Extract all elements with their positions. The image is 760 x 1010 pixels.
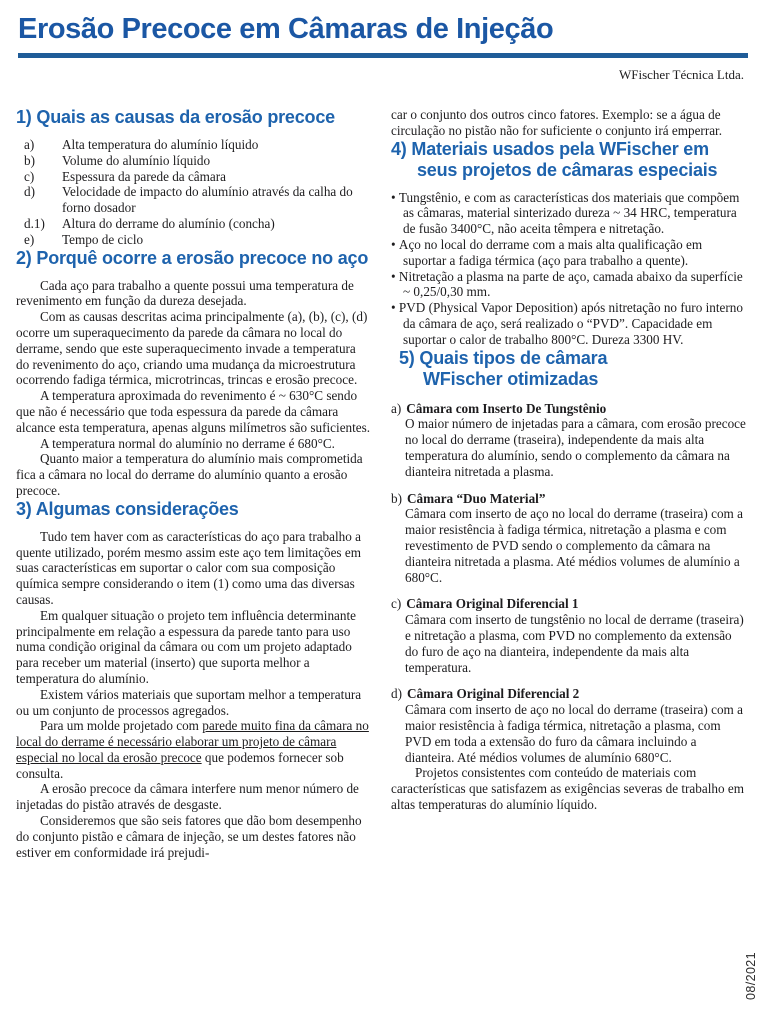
list-item — [16, 216, 371, 232]
right-column — [391, 107, 746, 860]
section-3-heading: 3) Algumas considerações — [16, 498, 239, 519]
underlined-run: parede muito fina da câmara no local do derrame é necessário elaborar um projeto de câmara especial no local da erosão precoce — [16, 718, 369, 765]
list-item — [16, 232, 371, 248]
item-label: d) — [391, 686, 402, 702]
causes-list — [16, 137, 371, 248]
list-item-label: d) — [24, 184, 35, 200]
section-4-heading — [391, 139, 746, 181]
paragraph: Existem vários materiais que suportam melhor a temperatura ou um conjunto de processos agregados. — [16, 686, 362, 718]
list-item — [16, 153, 371, 169]
list-item-label: b) — [24, 152, 35, 168]
item-body: O maior número de injetadas para a câmara, com erosão precoce no local do derrame (traseira), independente da mais alta temperatura do alumínio, sendo o complemento da câmara na dianteira nitretada a plasma. — [405, 416, 746, 479]
paragraph-with-underline — [16, 718, 371, 781]
bullet-item: • PVD (Physical Vapor Deposition) após nitretação no furo interno da câmara de aço, será realizado o “PVD”. Capacidade em suportar o calor de trabalho 800°C. Dureza 3300 HV. — [391, 300, 746, 347]
list-item — [16, 169, 371, 185]
closing-paragraph: Projetos consistentes com conteúdo de materiais com características que satisfazem as exigências severas de trabalho em altas temperaturas do alumínio líquido. — [391, 765, 744, 812]
paragraph: Consideremos que são seis fatores que dão bom desempenho do conjunto pistão e câmara de injeção, se um destes fatores não estiver em conformidade irá prejudi- — [16, 813, 362, 860]
list-item-text: Volume do alumínio líquido — [62, 152, 211, 168]
heading-line: 5) Quais tipos de câmara — [399, 347, 608, 368]
item-label: c) — [391, 596, 402, 612]
list-item-label: d.1) — [24, 215, 45, 231]
item-title: Câmara Original Diferencial 2 — [407, 686, 580, 702]
paragraph: Com as causas descritas acima principalmente (a), (b), (c), (d) ocorre um superaquecimento da parede da câmara no local do derrame, sendo que este superaquecimento invade a temperatura do revenimento do aço, criando uma mudança da microestrutura ocorrendo fadiga térmica, microtrincas, trincas e erosão precoce. — [16, 309, 368, 388]
heading-line: 4) Materiais usados pela WFischer em — [391, 138, 709, 159]
list-item-text: Alta temperatura do alumínio líquido — [62, 137, 259, 152]
section-2-heading: 2) Porquê ocorre a erosão precoce no aço — [16, 247, 369, 268]
list-item-label: c) — [24, 168, 35, 184]
header-rule — [18, 53, 748, 58]
item-body: Câmara com inserto de aço no local do derrame (traseira) com a maior resistência à fadiga térmica, nitretação a plasma, com PVD em toda a extensão do furo da câmara incluindo a dianteira. Até médios volumes de alumínio 680°C. — [405, 702, 743, 765]
list-item-text: Tempo de ciclo — [62, 231, 144, 247]
item-title: Câmara “Duo Material” — [407, 490, 546, 506]
list-item-text: Velocidade de impacto do alumínio através da calha do forno dosador — [62, 184, 353, 216]
continuation-paragraph: car o conjunto dos outros cinco fatores. Exemplo: se a água de circulação no pistão não for suficiente o conjunto irá emperrar. — [391, 107, 723, 138]
list-item-label: e) — [24, 231, 35, 247]
paragraph: Cada aço para trabalho a quente possui uma temperatura de revenimento em função da dureza desejada. — [16, 277, 354, 309]
columns — [16, 107, 748, 860]
page-title: Erosão Precoce em Câmaras de Injeção — [18, 13, 554, 45]
list-item-text: Espessura da parede da câmara — [62, 168, 227, 184]
list-item-text: Altura do derrame do alumínio (concha) — [62, 215, 275, 231]
list-item-label: a) — [24, 137, 35, 152]
paragraph: A temperatura normal do alumínio no derrame é 680°C. — [40, 435, 335, 451]
item-label: a) — [391, 400, 402, 416]
chamber-type-item — [391, 491, 746, 586]
paragraph: Em qualquer situação o projeto tem influência determinante principalmente em relação a espessura da parede tanto para uso numa condição original da câmara ou com um projeto adaptado para receber um material (inserto) que suporta melhor a temperatura do alumínio. — [16, 607, 357, 686]
bullet-item: • Nitretação a plasma na parte de aço, camada abaixo da superfície ~ 0,25/0,30 mm. — [391, 269, 746, 301]
heading-line: WFischer otimizadas — [423, 368, 599, 389]
edition-date: 08/2021 — [744, 952, 758, 1000]
item-label: b) — [391, 490, 402, 506]
bullet-item: • Aço no local do derrame com a mais alta qualificação em suportar a fadiga térmica (aço para trabalho a quente). — [391, 237, 746, 269]
section-1-heading: 1) Quais as causas da erosão precoce — [16, 107, 335, 127]
list-item — [16, 137, 371, 153]
materials-bullet-list — [391, 190, 746, 348]
paragraph-prefix: Para um molde projetado com — [40, 718, 203, 734]
section-5-heading — [391, 348, 746, 390]
paragraph: A erosão precoce da câmara interfere num menor número de injetadas do pistão através de desgaste. — [16, 781, 359, 813]
chamber-type-item — [391, 596, 746, 675]
paragraph: A temperatura aproximada do revenimento é ~ 630°C sendo que não é necessário que toda espessura da parede da câmara alcance esta temperatura, apenas alguns milímetros são suficientes. — [16, 388, 371, 435]
paragraph-suffix: que podemos fornecer sob consulta. — [16, 749, 344, 781]
item-body: Câmara com inserto de aço no local do derrame (traseira) com a maior resistência à fadiga térmica, nitretação a plasma e com revestimento de PVD sendo o complemento da câmara na dianteira nitretada a plasma. Até médios volumes de alumínio a 680°C. — [405, 506, 743, 585]
paragraph: Tudo tem haver com as características do aço para trabalho a quente utilizado, porém mesmo assim este aço tem limitações em suas características em suportar o calor com sua composição química sempre considerando o item (1) como uma das diversas causas. — [16, 528, 362, 607]
item-title: Câmara Original Diferencial 1 — [406, 596, 579, 612]
chamber-types-list — [391, 401, 746, 766]
item-title: Câmara com Inserto De Tungstênio — [406, 400, 607, 416]
item-body: Câmara com inserto de tungstênio no local de derrame (traseira) e nitretação a plasma, com PVD no complemento da extensão do furo de aço na dianteira, independente da mais alta temperatura. — [405, 612, 744, 675]
document-header — [16, 12, 748, 83]
heading-line: seus projetos de câmaras especiais — [417, 159, 718, 180]
bullet-item: • Tungstênio, e com as características dos materiais que compõem as câmaras, material sinterizado dureza ~ 34 HRC, temperatura de fusão 3400°C, não aceita têmpera e nitretação. — [391, 190, 746, 237]
paragraph: Quanto maior a temperatura do alumínio mais comprometida fica a câmara no local do derrame do alumínio quanto a erosão precoce. — [16, 451, 363, 498]
list-item — [16, 184, 371, 216]
chamber-type-item — [391, 401, 746, 480]
company-name: WFischer Técnica Ltda. — [618, 67, 744, 82]
chamber-type-item — [391, 686, 746, 765]
left-column — [16, 107, 371, 860]
